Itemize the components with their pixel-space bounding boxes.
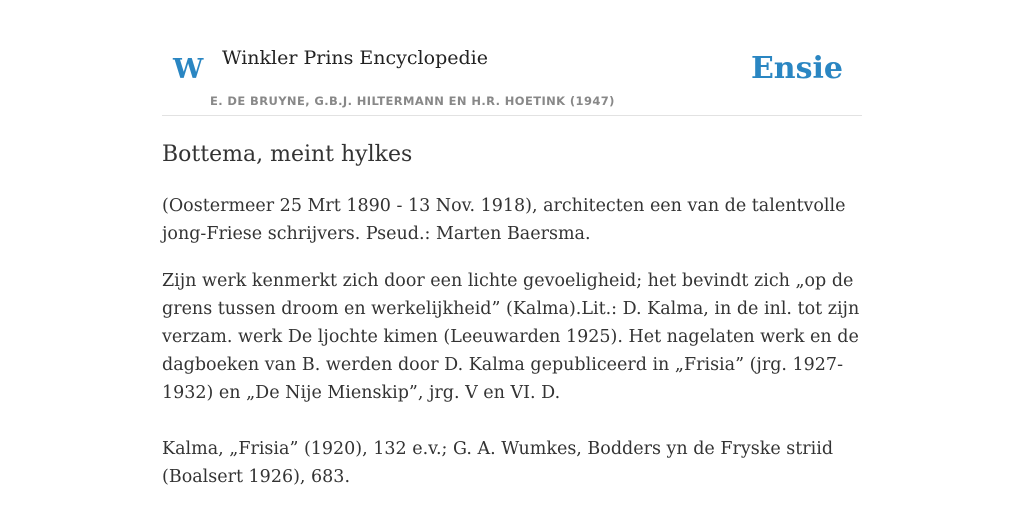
entry-title: Bottema, meint hylkes [162,142,413,167]
page-container [162,0,862,487]
entry-paragraph-3: Kalma, „Frisia” (1920), 132 e.v.; G. A. Wumkes, Bodders yn de Fryske striid (Boalsert 1926), 683. [162,439,834,487]
entry-paragraph-2: Zijn werk kenmerkt zich door een lichte gevoeligheid; het bevindt zich „op de grens tussen droom en werkelijkheid” (Kalma).Lit.: D. Kalma, in de inl. tot zijn verzam. werk De ljochte kimen (Leeuwarden 1925). Het nagelaten werk en de dagboeken van B. werden door D. Kalma gepubliceerd in „Frisia” (jrg. 1927-1932) en „De Nije Mienskip”, jrg. V en VI. D. [162,271,860,403]
entry-paragraph-1: (Oostermeer 25 Mrt 1890 - 13 Nov. 1918), architecten een van de talentvolle jong-Friese schrijvers. Pseud.: Marten Baersma. [162,196,846,244]
winkler-prins-logo-icon[interactable]: W [173,54,204,85]
source-authors: E. DE BRUYNE, G.B.J. HILTERMANN EN H.R. HOETINK (1947) [210,94,615,108]
site-header [162,0,862,116]
source-title[interactable]: Winkler Prins Encyclopedie [222,47,488,69]
ensie-logo-link[interactable]: Ensie [750,51,843,86]
